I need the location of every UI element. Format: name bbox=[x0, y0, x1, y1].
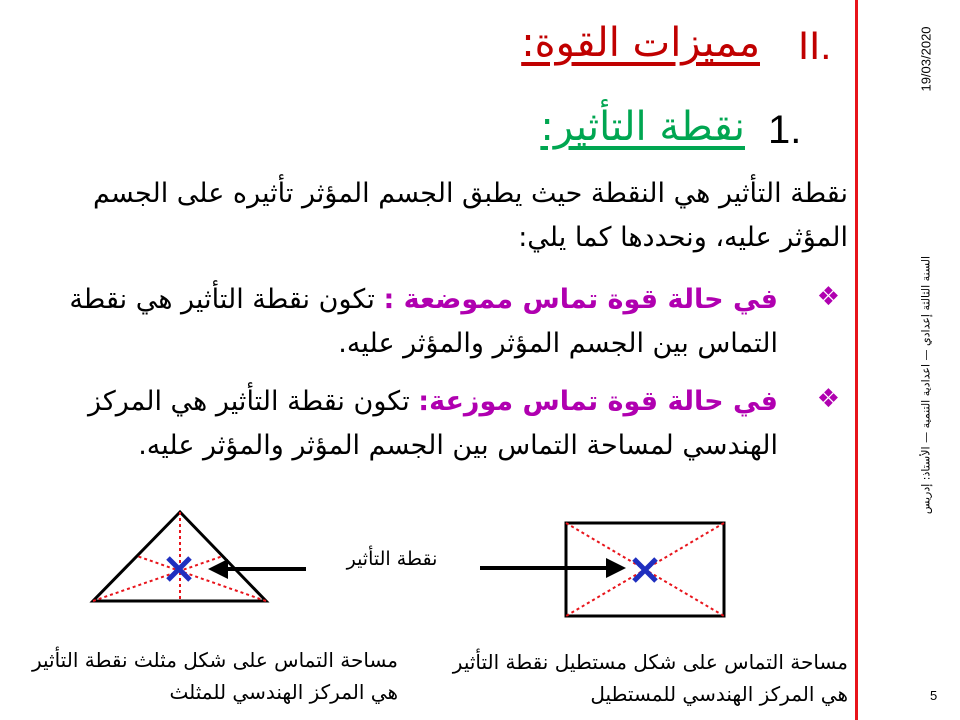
bullet-body: تكون نقطة التأثير هي نقطة التماس بين الجسم المؤثر والمؤثر عليه. bbox=[69, 284, 778, 359]
bullet-lead: في حالة قوة تماس مموضعة : bbox=[383, 284, 778, 315]
subheading-number: 1. bbox=[768, 108, 802, 152]
bullet-lead: في حالة قوة تماس موزعة: bbox=[418, 386, 778, 417]
date-label: 19/03/2020 bbox=[918, 26, 934, 92]
heading-title: مميزات القوة: bbox=[521, 20, 760, 66]
four-diamond-icon: ❖ bbox=[816, 282, 840, 312]
rectangle-caption: مساحة التماس على شكل مستطيل نقطة التأثير هي المركز الهندسي للمستطيل bbox=[452, 650, 848, 706]
page-number: 5 bbox=[930, 688, 938, 703]
bullet-body: تكون نقطة التأثير هي المركز الهندسي لمساحة التماس بين الجسم المؤثر والمؤثر عليه. bbox=[87, 386, 778, 461]
application-point-label: نقطة التأثير bbox=[346, 548, 438, 570]
intro-paragraph: نقطة التأثير هي النقطة حيث يطبق الجسم المؤثر تأثيره على الجسم المؤثر عليه، ونحددها كما يلي: bbox=[93, 178, 848, 253]
heading-number: II. bbox=[798, 24, 832, 68]
subheading-title: نقطة التأثير: bbox=[540, 104, 745, 150]
rectangle-center-marker bbox=[634, 559, 656, 581]
four-diamond-icon: ❖ bbox=[816, 384, 840, 414]
course-info: السنة الثالثة إعدادي — اعدادية التنمية — الأستاذ: إدريس bbox=[919, 255, 933, 515]
triangle-caption: مساحة التماس على شكل مثلث نقطة التأثير هي المركز الهندسي للمثلث bbox=[31, 648, 398, 704]
triangle-shape bbox=[93, 512, 266, 601]
